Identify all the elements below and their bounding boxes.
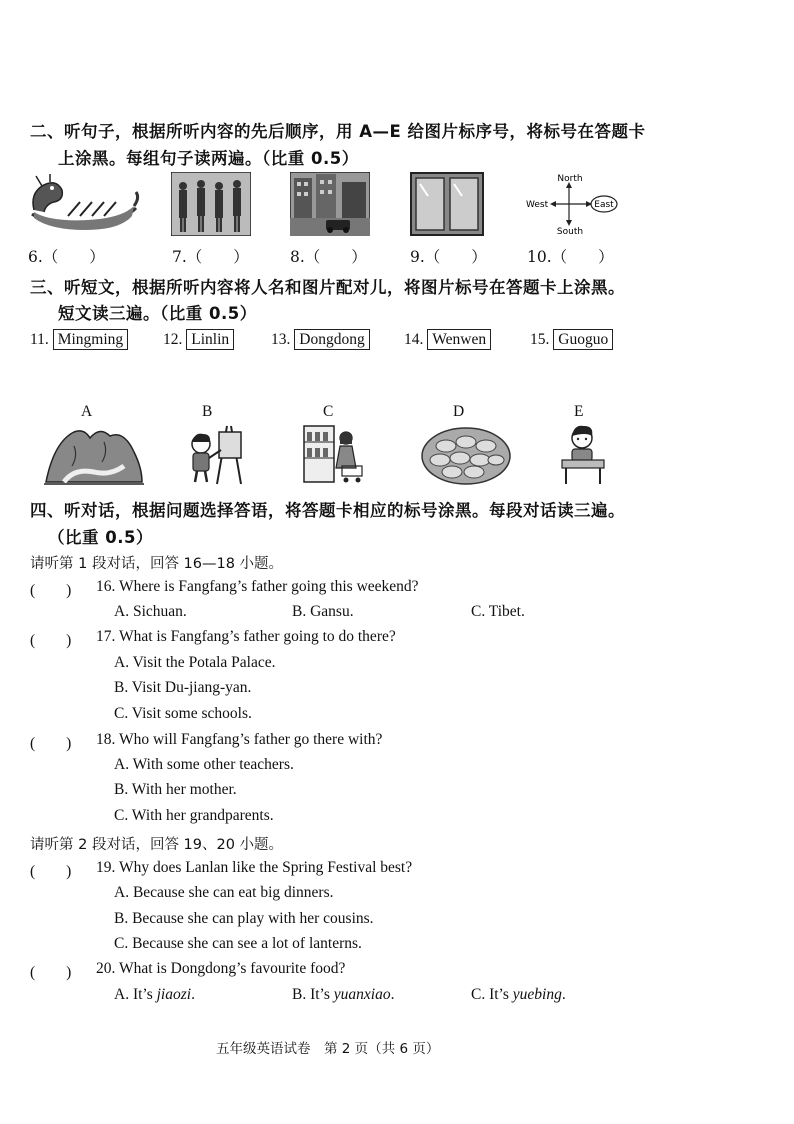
q10-label: 10.（ ）	[527, 248, 614, 266]
picture-letter-e: E	[574, 403, 584, 420]
section2-heading-line2: 上涂黑。每组句子读两遍。（比重 0.5）	[58, 149, 359, 168]
section3-heading-line1: 三、听短文，根据所听内容将人名和图片配对儿，将图片标号在答题卡上涂黑。	[30, 278, 625, 297]
q17-option-a: A. Visit the Potala Palace.	[114, 654, 276, 671]
name-item-11	[30, 329, 128, 350]
q9-label: 9.（ ）	[410, 248, 487, 266]
name-item-15	[530, 329, 613, 350]
dumplings-icon	[420, 422, 512, 486]
compass-east: East	[594, 200, 614, 210]
girl-shopping-icon	[302, 422, 366, 486]
q19-option-c: C. Because she can see a lot of lanterns.	[114, 935, 362, 952]
q20-text: 20. What is Dongdong’s favourite food?	[96, 960, 346, 977]
picture-letter-b: B	[202, 403, 213, 420]
compass-north: North	[557, 174, 583, 184]
q16-paren: ( )	[30, 582, 72, 599]
name-item-12	[163, 329, 234, 350]
q6-label: 6.（ ）	[28, 248, 105, 266]
q20-b-prefix: B. It’s	[292, 986, 334, 1003]
q20-option-a	[114, 986, 195, 1004]
q20-c-suffix: .	[561, 986, 566, 1003]
q20-option-b	[292, 986, 394, 1004]
page-footer: 五年级英语试卷 第 2 页（共 6 页）	[216, 1041, 440, 1057]
name-item-14	[404, 329, 491, 350]
name-box: Wenwen	[427, 329, 491, 350]
compass-south: South	[556, 227, 584, 236]
name-num: 15.	[530, 331, 550, 348]
name-box: Dongdong	[294, 329, 369, 350]
q20-c-word: yuebing	[512, 986, 562, 1003]
q19-text: 19. Why does Lanlan like the Spring Festival best?	[96, 859, 413, 876]
name-item-13	[271, 329, 370, 350]
section3-heading-line2: 短文读三遍。（比重 0.5）	[58, 304, 257, 323]
terracotta-warriors-icon	[171, 172, 251, 236]
q20-option-c	[471, 986, 566, 1004]
q18-option-c: C. With her grandparents.	[114, 807, 274, 824]
name-num: 11.	[30, 331, 49, 348]
q16-option-c: C. Tibet.	[471, 603, 525, 620]
compass-icon	[524, 172, 624, 236]
name-num: 14.	[404, 331, 424, 348]
name-box: Mingming	[53, 329, 128, 350]
q19-option-a: A. Because she can eat big dinners.	[114, 884, 334, 901]
q20-c-prefix: C. It’s	[471, 986, 513, 1003]
q16-text: 16. Where is Fangfang’s father going this weekend?	[96, 578, 419, 595]
q16-option-a: A. Sichuan.	[114, 603, 187, 620]
section4-heading-line1: 四、听对话，根据问题选择答语，将答题卡相应的标号涂黑。每段对话读三遍。	[30, 501, 625, 520]
city-street-icon	[290, 172, 370, 236]
picture-letter-d: D	[453, 403, 465, 420]
q20-b-word: yuanxiao	[333, 986, 391, 1003]
mountain-river-icon	[44, 422, 144, 486]
compass-west: West	[526, 200, 549, 210]
dragon-boat-icon	[28, 172, 140, 236]
q20-a-word: jiaozi	[156, 986, 192, 1003]
q18-option-a: A. With some other teachers.	[114, 756, 294, 773]
q20-a-suffix: .	[191, 986, 195, 1003]
q19-option-b: B. Because she can play with her cousins.	[114, 910, 374, 927]
dialog2-intro: 请听第 2 段对话，回答 19、20 小题。	[30, 837, 284, 853]
q7-label: 7.（ ）	[172, 248, 249, 266]
q17-option-c: C. Visit some schools.	[114, 705, 252, 722]
q17-paren: ( )	[30, 632, 72, 649]
q20-paren: ( )	[30, 964, 72, 981]
q18-paren: ( )	[30, 735, 72, 752]
q18-option-b: B. With her mother.	[114, 781, 237, 798]
picture-letter-a: A	[81, 403, 93, 420]
q8-label: 8.（ ）	[290, 248, 367, 266]
name-num: 12.	[163, 331, 183, 348]
boy-painting-icon	[183, 422, 247, 486]
boy-at-desk-icon	[558, 422, 608, 486]
q18-text: 18. Who will Fangfang’s father go there with?	[96, 731, 383, 748]
name-box: Guoguo	[553, 329, 613, 350]
q17-text: 17. What is Fangfang’s father going to do there?	[96, 628, 396, 645]
dialog1-intro: 请听第 1 段对话，回答 16—18 小题。	[30, 556, 284, 572]
q20-a-prefix: A. It’s	[114, 986, 157, 1003]
q20-b-suffix: .	[390, 986, 395, 1003]
q16-option-b: B. Gansu.	[292, 603, 354, 620]
q17-option-b: B. Visit Du-jiang-yan.	[114, 679, 252, 696]
q19-paren: ( )	[30, 863, 72, 880]
section2-heading-line1: 二、听句子，根据所听内容的先后顺序，用 A—E 给图片标序号，将标号在答题卡	[30, 122, 646, 141]
picture-letter-c: C	[323, 403, 334, 420]
name-num: 13.	[271, 331, 291, 348]
name-box: Linlin	[186, 329, 234, 350]
section4-heading-line2: （比重 0.5）	[48, 528, 153, 547]
window-icon	[410, 172, 484, 236]
